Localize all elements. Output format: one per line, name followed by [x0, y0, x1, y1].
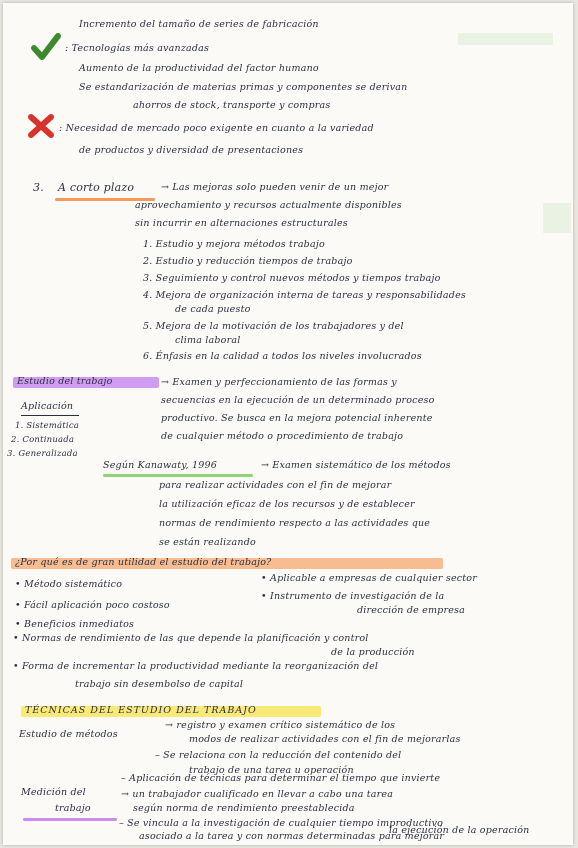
- section-heading: ¿Por qué es de gran utilidad el estudio del trabajo?: [15, 557, 272, 568]
- pros-line: Se estandarización de materias primas y componentes se derivan: [79, 82, 408, 93]
- author-definition: → Examen sistemático de los métodos: [261, 460, 451, 471]
- list-item: 2. Estudio y reducción tiempos de trabajo: [143, 256, 353, 267]
- utilidad-item: • Fácil aplicación poco costoso: [15, 600, 170, 611]
- utilidad-item: • Normas de rendimiento de las que depende la planificación y control: [13, 633, 369, 644]
- notebook-page: [3, 3, 573, 845]
- metodos-line: → registro y examen crítico sistemático de los: [165, 720, 396, 731]
- medicion-label: trabajo: [55, 803, 91, 814]
- list-item: 3. Seguimiento y control nuevos métodos y tiempos trabajo: [143, 273, 441, 284]
- cons-line: de productos y diversidad de presentaciones: [79, 145, 304, 156]
- cons-line: : Necesidad de mercado poco exigente en cuanto a la variedad: [59, 123, 374, 134]
- definition-line: productivo. Se busca en la mejora potencial inherente: [161, 413, 433, 424]
- medicion-line: según norma de rendimiento preestablecida: [133, 803, 355, 814]
- intro-line: → Las mejoras solo pueden venir de un mejor: [161, 182, 389, 193]
- author-definition: se están realizando: [159, 537, 256, 548]
- utilidad-item: • Aplicable a empresas de cualquier sector: [261, 573, 477, 584]
- aplicacion-item: 1. Sistemática: [15, 421, 80, 431]
- list-item: 1. Estudio y mejora métodos trabajo: [143, 239, 325, 250]
- medicion-line: → un trabajador cualificado en llevar a cabo una tarea: [121, 789, 394, 800]
- pros-line: Incremento del tamaño de series de fabricación: [79, 19, 319, 30]
- pros-line: ahorros de stock, transporte y compras: [133, 100, 331, 111]
- utilidad-item: • Instrumento de investigación de la: [261, 591, 445, 602]
- medicion-line: asociado a la tarea y con normas determinadas para mejorar: [139, 831, 445, 842]
- intro-line: sin incurrir en alternaciones estructurales: [135, 218, 348, 229]
- aplicacion-item: 2. Continuada: [11, 435, 75, 445]
- definition-line: de cualquier método o procedimiento de trabajo: [161, 431, 404, 442]
- utilidad-item: • Método sistemático: [15, 579, 123, 590]
- section-heading: Estudio del trabajo: [17, 376, 113, 387]
- medicion-line: la ejecución de la operación: [389, 825, 530, 836]
- aplicacion-item: 3. Generalizada: [7, 449, 78, 459]
- section-number: 3.: [33, 181, 44, 194]
- metodos-line: trabajo de una tarea u operación: [189, 765, 354, 776]
- metodos-line: – Se relaciona con la reducción del contenido del: [155, 750, 402, 761]
- utilidad-item: • Forma de incrementar la productividad mediante la reorganización del: [13, 661, 379, 672]
- bleed-through-mark: [458, 33, 553, 45]
- list-item: de cada puesto: [175, 304, 251, 315]
- metodos-label: Estudio de métodos: [19, 729, 118, 740]
- list-item: clima laboral: [175, 335, 241, 346]
- utilidad-item: trabajo sin desembolso de capital: [75, 679, 244, 690]
- medicion-label: Medición del: [21, 787, 86, 798]
- check-icon: [31, 33, 61, 61]
- section-heading: A corto plazo: [58, 181, 135, 194]
- section-heading: TÉCNICAS DEL ESTUDIO DEL TRABAJO: [25, 705, 257, 716]
- author-citation: Según Kanawaty, 1996: [103, 460, 217, 471]
- utilidad-item: dirección de empresa: [357, 605, 465, 616]
- utilidad-item: de la producción: [331, 647, 415, 658]
- bleed-through-mark: [543, 203, 571, 233]
- medicion-line: – Se vincula a la investigación de cualquier tiempo improductivo: [119, 818, 444, 829]
- author-definition: para realizar actividades con el fin de mejorar: [159, 480, 392, 491]
- metodos-line: modos de realizar actividades con el fin de mejorarlas: [189, 734, 461, 745]
- list-item: 6. Énfasis en la calidad a todos los niveles involucrados: [143, 351, 422, 362]
- medicion-line: – Aplicación de técnicas para determinar el tiempo que invierte: [121, 773, 441, 784]
- list-item: 4. Mejora de organización interna de tareas y responsabilidades: [143, 290, 466, 301]
- medicion-underline: [23, 818, 117, 821]
- utilidad-item: • Beneficios inmediatos: [15, 619, 135, 630]
- definition-line: secuencias en la ejecución de un determinado proceso: [161, 395, 435, 406]
- definition-line: → Examen y perfeccionamiento de las formas y: [161, 377, 397, 388]
- aplicacion-label: Aplicación: [21, 401, 74, 412]
- list-item: 5. Mejora de la motivación de los trabajadores y del: [143, 321, 404, 332]
- author-definition: la utilización eficaz de los recursos y de establecer: [159, 499, 415, 510]
- pros-line: Aumento de la productividad del factor humano: [79, 63, 319, 74]
- author-underline: [103, 474, 253, 477]
- aplicacion-underline: [21, 415, 79, 416]
- author-definition: normas de rendimiento respecto a las actividades que: [159, 518, 431, 529]
- pros-line: : Tecnologías más avanzadas: [65, 43, 210, 54]
- intro-line: aprovechamiento y recursos actualmente disponibles: [135, 200, 402, 211]
- cross-icon: [27, 113, 55, 139]
